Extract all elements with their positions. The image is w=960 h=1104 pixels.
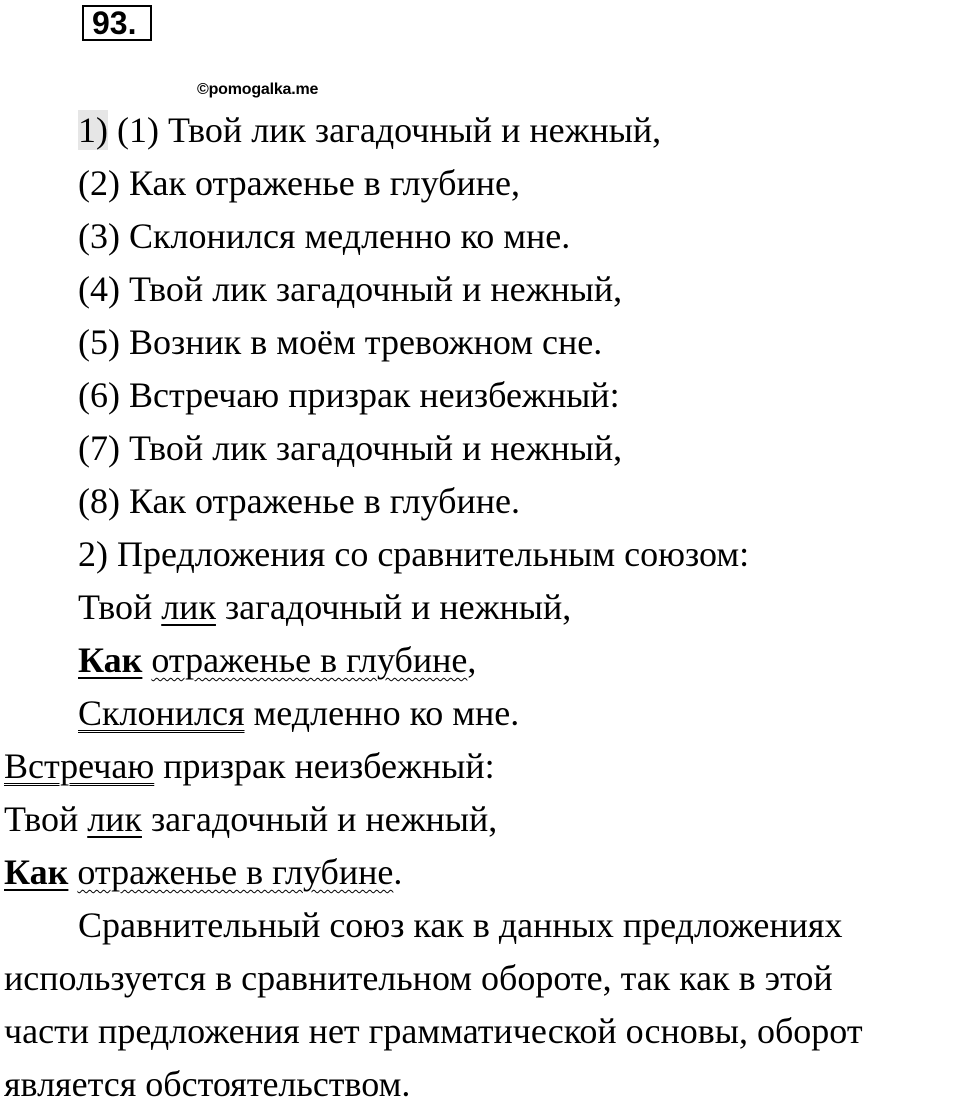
- poem-line-2: (2) Как отраженье в глубине,: [78, 163, 520, 203]
- text-fragment: загадочный и нежный,: [215, 587, 572, 627]
- analyzed-line-6: [4, 852, 402, 892]
- conjunction: Как: [4, 852, 69, 892]
- poem-line-5: (5) Возник в моём тревожном сне.: [78, 322, 603, 362]
- punctuation: ,: [467, 640, 477, 680]
- text-fragment: загадочный и нежный,: [141, 799, 498, 839]
- part1-marker: 1): [78, 110, 108, 150]
- analyzed-line-5: [4, 799, 497, 839]
- explanation-line-1: Сравнительный союз как в данных предложениях: [78, 905, 843, 945]
- poem-line-text: (1) Твой лик загадочный и нежный,: [117, 110, 662, 150]
- explanation-line-2: используется в сравнительном обороте, так как в этой: [4, 958, 833, 998]
- explanation-line-4: является обстоятельством.: [4, 1064, 411, 1104]
- poem-line-8: (8) Как отраженье в глубине.: [78, 481, 520, 521]
- poem-line-1: [78, 110, 661, 150]
- part2-heading: 2) Предложения со сравнительным союзом:: [78, 534, 750, 574]
- text-fragment: призрак неизбежный:: [154, 746, 495, 786]
- watermark: ©pomogalka.me: [197, 81, 319, 98]
- poem-line-4: (4) Твой лик загадочный и нежный,: [78, 269, 623, 309]
- comparative-phrase: отраженье в глубине: [77, 852, 394, 892]
- analyzed-line-1: [78, 587, 571, 627]
- text-fragment: Твой: [78, 587, 162, 627]
- conjunction: Как: [78, 640, 143, 680]
- analyzed-line-3: [78, 693, 519, 733]
- text-fragment: Твой: [4, 799, 88, 839]
- poem-line-7: (7) Твой лик загадочный и нежный,: [78, 428, 623, 468]
- comparative-phrase: отраженье в глубине: [151, 640, 468, 680]
- analyzed-line-2: [78, 640, 476, 680]
- punctuation: .: [393, 852, 403, 892]
- text-fragment: медленно ко мне.: [244, 693, 520, 733]
- subject-underline: лик: [87, 799, 142, 839]
- explanation-line-3: части предложения нет грамматической основы, оборот: [4, 1011, 863, 1051]
- task-number: 93.: [82, 5, 152, 41]
- predicate-underline: Склонился: [78, 693, 245, 733]
- poem-line-6: (6) Встречаю призрак неизбежный:: [78, 375, 620, 415]
- subject-underline: лик: [161, 587, 216, 627]
- poem-line-3: (3) Склонился медленно ко мне.: [78, 216, 571, 256]
- analyzed-line-4: [4, 746, 495, 786]
- predicate-underline: Встречаю: [4, 746, 155, 786]
